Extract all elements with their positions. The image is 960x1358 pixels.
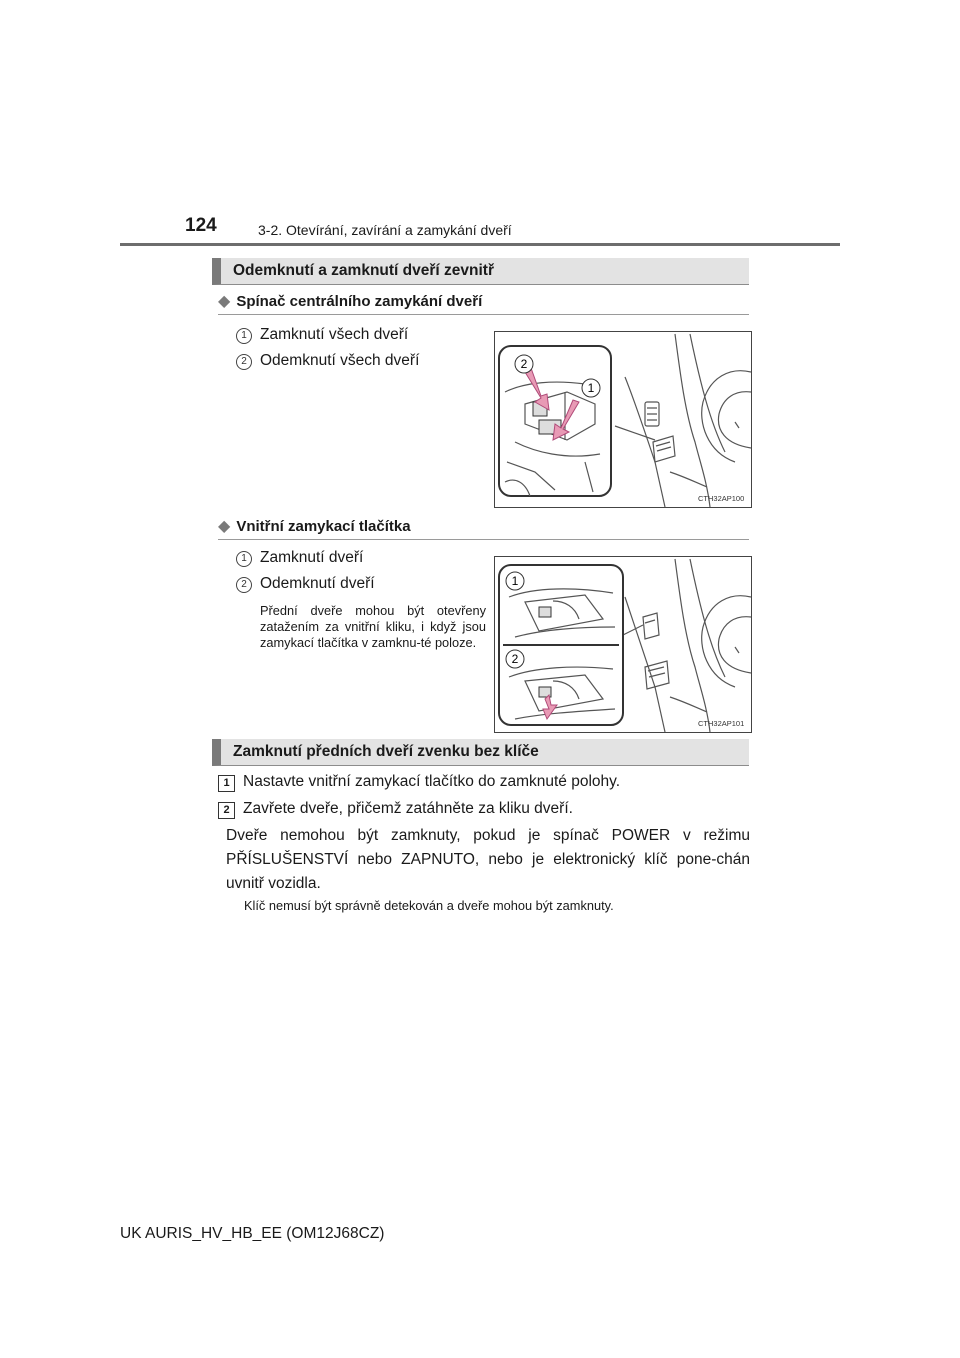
callout-label: 1: [511, 574, 519, 588]
item-number-circle: 1: [236, 328, 252, 344]
note-text: Přední dveře mohou být otevřeny zatažením za vnitřní kliku, i když jsou zamykací tlačítka v zamknu-té poloze.: [260, 603, 486, 650]
figure-central-lock-switch: [494, 331, 752, 508]
item-text: Zamknutí všech dveří: [260, 326, 409, 343]
sub-rule: [218, 314, 749, 315]
callout-label: 2: [520, 357, 528, 371]
chapter-title: 3-2. Otevírání, zavírání a zamykání dveří: [258, 222, 512, 238]
figure-code: CTH32AP101: [698, 719, 745, 728]
callout-label: 1: [587, 381, 595, 395]
item-text: Odemknutí všech dveří: [260, 352, 420, 369]
sub-rule: [218, 539, 749, 540]
callout-label: 2: [511, 652, 519, 666]
step-number-box: 1: [218, 775, 235, 792]
page-number: 124: [185, 215, 217, 236]
item-text: Zamknutí dveří: [260, 549, 364, 566]
body-paragraph: Dveře nemohou být zamknuty, pokud je spínač POWER v režimu PŘÍSLUŠENSTVÍ nebo ZAPNUTO, nebo je elektronický klíč pone-chán uvnitř vozidla.: [226, 827, 750, 892]
item-number-circle: 2: [236, 354, 252, 370]
figure-inside-lock-buttons: [494, 556, 752, 733]
item-number-circle: 2: [236, 577, 252, 593]
section-title: Odemknutí a zamknutí dveří zevnitř: [233, 262, 494, 279]
section-bar-inside: [212, 258, 749, 285]
item-number-circle: 1: [236, 551, 252, 567]
section-title: Zamknutí předních dveří zvenku bez klíče: [233, 743, 539, 760]
sub-heading-inside-lock-buttons: ◆ Vnitřní zamykací tlačítka: [218, 518, 411, 535]
sub-heading-central-lock: ◆ Spínač centrálního zamykání dveří: [218, 293, 483, 310]
step-text: Zavřete dveře, přičemž zatáhněte za kliku dveří.: [243, 800, 573, 817]
diamond-icon: ◆: [218, 293, 231, 310]
footer-doc-id: UK AURIS_HV_HB_EE (OM12J68CZ): [120, 1225, 385, 1242]
diamond-icon: ◆: [218, 518, 231, 535]
header-rule: [120, 243, 840, 246]
note-text: Klíč nemusí být správně detekován a dveře mohou být zamknuty.: [244, 898, 614, 913]
step-text: Nastavte vnitřní zamykací tlačítko do zamknuté polohy.: [243, 773, 621, 790]
step-number-box: 2: [218, 802, 235, 819]
section-bar-outside: [212, 739, 749, 766]
item-text: Odemknutí dveří: [260, 575, 375, 592]
figure-code: CTH32AP100: [698, 494, 745, 503]
